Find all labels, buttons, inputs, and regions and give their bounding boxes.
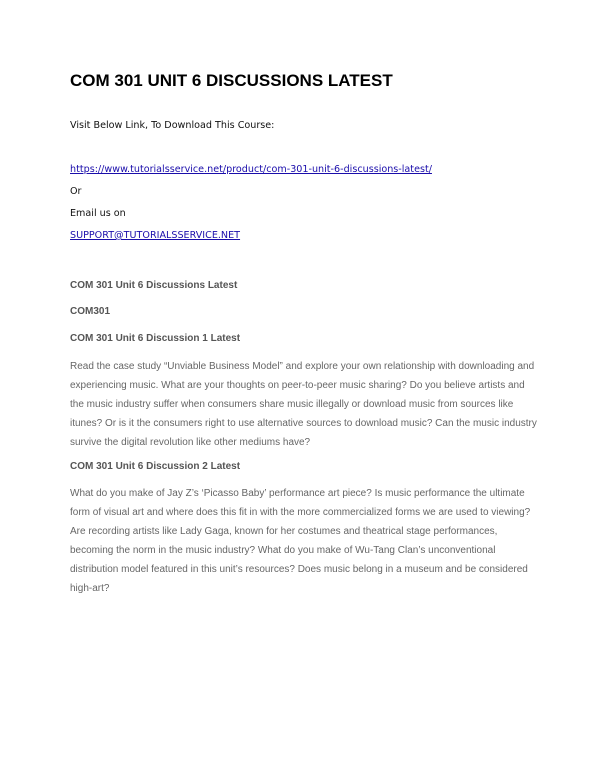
email-link[interactable]: SUPPORT@TUTORIALSSERVICE.NET [70,230,241,241]
discussion-1-heading: COM 301 Unit 6 Discussion 1 Latest [70,333,241,344]
discussion-1-body: Read the case study “Unviable Business Model” and explore your own relationship with downloading and experiencing music. What are your thoughts on peer-to-peer music sharing? Do you believe artists and the music industry suffer when consumers share music illegally or download music from sources like itunes? Or is it the consumers right to use alternative sources to download music? Can the music industry survive the digital revolution like other mediums have? [70,361,537,448]
email-text: Email us on [70,208,126,219]
discussion-2-body: What do you make of Jay Z’s ‘Picasso Baby’ performance art piece? Is music performance the ultimate form of visual art and where does this fit in with the more commercialized forms we are used to viewing? Are recording artists like Lady Gaga, known for her costumes and theatrical stage performances, becoming the norm in the music industry? What do you make of Wu-Tang Clan’s unconventional distribution model featured in this unit’s resources? Does music belong in a museum and be considered high-art? [70,488,531,594]
course-code: COM301 [70,306,111,317]
course-link-line [70,164,432,175]
course-link[interactable]: https://www.tutorialsservice.net/product/com-301-unit-6-discussions-latest/ [70,164,432,175]
section-title: COM 301 Unit 6 Discussions Latest [70,280,238,291]
email-link-line [70,230,240,241]
discussion-2-heading: COM 301 Unit 6 Discussion 2 Latest [70,461,241,472]
visit-text: Visit Below Link, To Download This Course: [70,120,275,131]
or-text: Or [70,186,82,197]
document-title: COM 301 UNIT 6 DISCUSSIONS LATEST [70,71,393,90]
